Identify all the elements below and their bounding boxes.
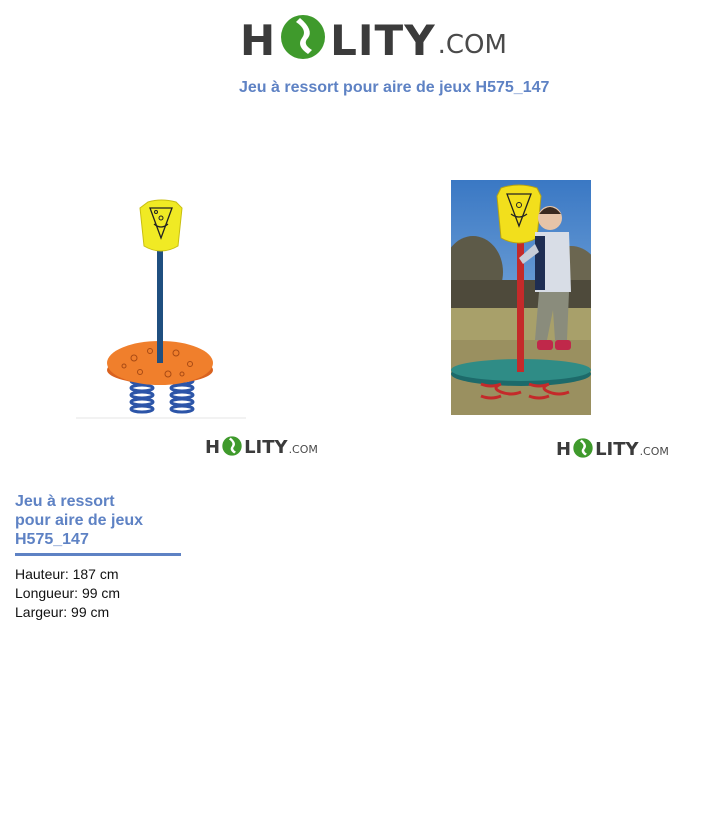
- spec-list: [15, 565, 120, 622]
- spec-largeur: Largeur: 99 cm: [15, 604, 110, 620]
- title-divider: [15, 553, 181, 556]
- logo-letter-h: H: [556, 439, 572, 460]
- logo-letters-lity: LITY: [244, 437, 288, 458]
- logo-o-icon: [278, 12, 328, 62]
- logo-letter-h: H: [205, 437, 221, 458]
- logo-letters-lity: LITY: [330, 16, 436, 65]
- product-image-photo: [451, 180, 591, 415]
- logo-letter-h: H: [240, 16, 277, 65]
- logo-suffix: .COM: [437, 30, 507, 60]
- brand-logo: [240, 12, 507, 65]
- spec-longueur: Longueur: 99 cm: [15, 585, 121, 601]
- product-image-render: [72, 196, 250, 422]
- spec-hauteur: Hauteur: 187 cm: [15, 566, 119, 582]
- page-title: Jeu à ressort pour aire de jeux H575_147: [239, 79, 550, 96]
- image-watermark-logo: [205, 435, 318, 457]
- image-watermark-logo: [556, 437, 669, 459]
- logo-suffix: .COM: [288, 443, 318, 456]
- logo-o-icon: [572, 437, 594, 459]
- logo-letters-lity: LITY: [595, 439, 639, 460]
- logo-suffix: .COM: [639, 445, 669, 458]
- product-title: Jeu à ressort pour aire de jeux H575_147: [15, 493, 144, 548]
- logo-o-icon: [221, 435, 243, 457]
